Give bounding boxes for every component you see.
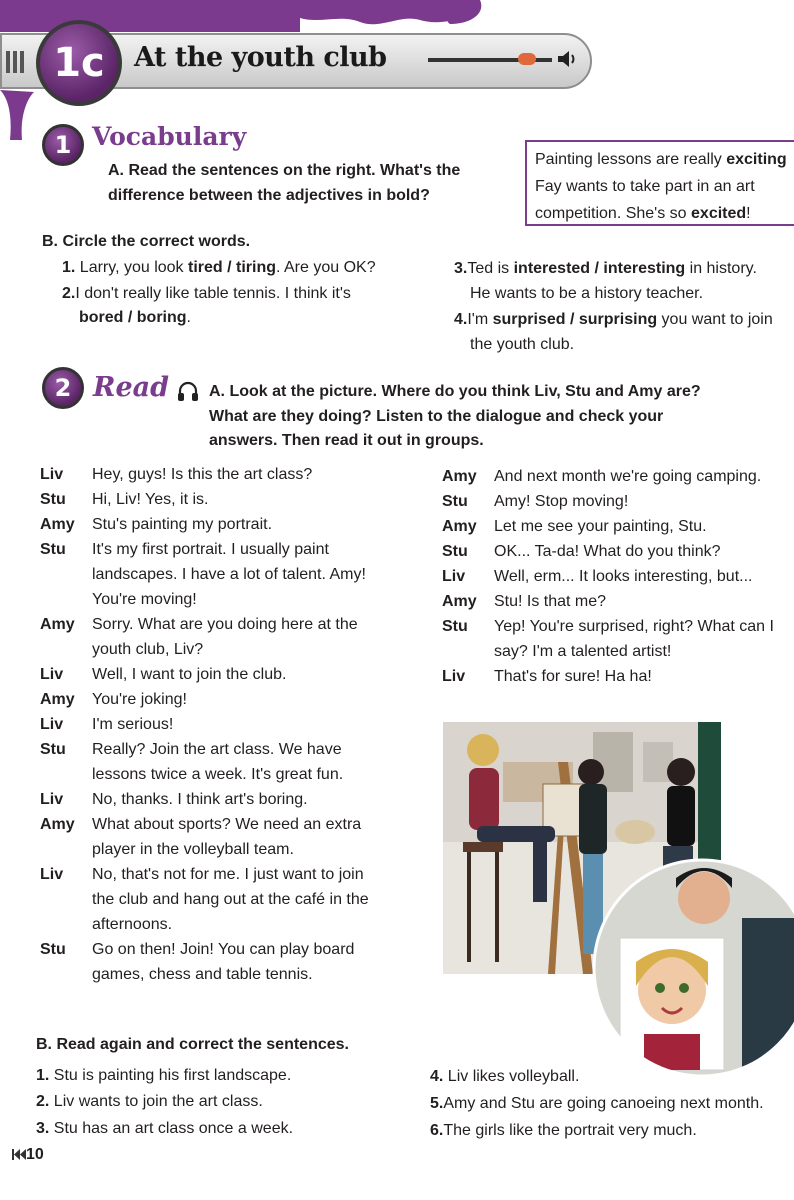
read-instruction-b: B. Read again and correct the sentences. xyxy=(36,1036,349,1053)
speech-line: games, chess and table tennis. xyxy=(92,966,313,983)
speech-text xyxy=(92,462,410,487)
section-badge-read: 2 xyxy=(42,367,84,409)
speech-text xyxy=(494,489,794,514)
speech-line: Well, erm... It looks interesting, but... xyxy=(494,568,753,585)
dialogue-left-column xyxy=(40,462,410,987)
speech-line: I'm serious! xyxy=(92,716,174,733)
speech-text xyxy=(494,514,794,539)
exercise-item-3-cont: He wants to be a history teacher. xyxy=(470,285,704,302)
speaker-name: Stu xyxy=(442,618,468,635)
section-title-read: Read xyxy=(93,372,169,403)
speech-line: Stu's painting my portrait. xyxy=(92,516,273,533)
speech-text xyxy=(92,937,410,987)
speech-text xyxy=(92,537,410,612)
dialogue-turn xyxy=(442,489,794,514)
speech-text xyxy=(92,737,410,787)
rewind-icon xyxy=(12,1149,26,1160)
speaker-name: Stu xyxy=(40,491,66,508)
speech-line: the club and hang out at the café in the xyxy=(92,891,369,908)
choice-tired-tiring[interactable]: tired / tiring xyxy=(188,259,276,276)
exercise-item-2-cont: bored / boring. xyxy=(79,309,191,326)
dialogue-right-column xyxy=(442,464,794,689)
dialogue-turn xyxy=(442,589,794,614)
speech-line: Go on then! Join! You can play board xyxy=(92,941,355,958)
page-title: At the youth club xyxy=(134,42,387,73)
speaker-name: Liv xyxy=(442,668,466,685)
speech-text xyxy=(92,712,410,737)
vocab-instruction-b: B. Circle the correct words. xyxy=(42,233,251,250)
speech-text xyxy=(494,589,794,614)
dialogue-turn xyxy=(442,464,794,489)
speaker-name: Amy xyxy=(442,593,477,610)
vocab-instruction-a-line1: A. Read the sentences on the right. What's the xyxy=(108,162,461,179)
speech-line: And next month we're going camping. xyxy=(494,468,762,485)
speech-text xyxy=(92,862,410,937)
speaker-name: Stu xyxy=(442,543,468,560)
correct-item-6: 6.The girls like the portrait very much. xyxy=(430,1122,697,1139)
speaker-name: Amy xyxy=(40,616,75,633)
speaker-name: Liv xyxy=(442,568,466,585)
speech-text xyxy=(494,614,794,664)
speech-line: Let me see your painting, Stu. xyxy=(494,518,707,535)
exercise-item-4-cont: the youth club. xyxy=(470,336,575,353)
speech-line: It's my first portrait. I usually paint xyxy=(92,541,329,558)
correct-item-3: 3. Stu has an art class once a week. xyxy=(36,1120,294,1137)
speech-line: Sorry. What are you doing here at the xyxy=(92,616,358,633)
speech-line: afternoons. xyxy=(92,916,173,933)
portrait-circle-illustration xyxy=(592,858,794,1078)
speech-line: player in the volleyball team. xyxy=(92,841,294,858)
exercise-item-4: 4.I'm surprised / surprising you want to join xyxy=(454,311,773,328)
speech-line: What about sports? We need an extra xyxy=(92,816,362,833)
box-line: Fay wants to take part in an art xyxy=(535,178,755,195)
speech-text xyxy=(494,564,794,589)
read-instruction-a-line3: answers. Then read it out in groups. xyxy=(209,432,484,449)
exercise-item-1: 1. Larry, you look tired / tiring. Are you OK? xyxy=(62,259,376,276)
correct-item-5: 5.Amy and Stu are going canoeing next month. xyxy=(430,1095,764,1112)
speech-text xyxy=(92,662,410,687)
speech-line: lessons twice a week. It's great fun. xyxy=(92,766,344,783)
speech-line: Hi, Liv! Yes, it is. xyxy=(92,491,209,508)
speech-line: That's for sure! Ha ha! xyxy=(494,668,652,685)
exercise-item-2: 2.I don't really like table tennis. I think it's xyxy=(62,285,351,302)
speech-line: No, thanks. I think art's boring. xyxy=(92,791,308,808)
dialogue-turn xyxy=(40,937,410,987)
dialogue-turn xyxy=(40,687,410,712)
read-instruction-a-line2: What are they doing? Listen to the dialogue and check your xyxy=(209,408,664,425)
speech-line: No, that's not for me. I just want to join xyxy=(92,866,364,883)
box-line: competition. She's so excited! xyxy=(535,205,751,222)
read-instruction-a-line1: A. Look at the picture. Where do you think Liv, Stu and Amy are? xyxy=(209,383,701,400)
speaker-name: Stu xyxy=(40,941,66,958)
speech-line: OK... Ta-da! What do you think? xyxy=(494,543,721,560)
speech-line: You're joking! xyxy=(92,691,187,708)
speaker-name: Amy xyxy=(40,816,75,833)
speech-line: Well, I want to join the club. xyxy=(92,666,287,683)
speech-text xyxy=(92,687,410,712)
dialogue-turn xyxy=(40,462,410,487)
example-sentences-box xyxy=(525,140,794,226)
speaker-name: Stu xyxy=(40,541,66,558)
speech-text xyxy=(92,612,410,662)
speech-line: Amy! Stop moving! xyxy=(494,493,629,510)
speech-text xyxy=(494,664,794,689)
dialogue-turn xyxy=(442,564,794,589)
headphones-icon[interactable] xyxy=(176,380,200,404)
section-title-vocabulary: Vocabulary xyxy=(92,122,247,151)
dialogue-turn xyxy=(40,512,410,537)
speech-line: landscapes. I have a lot of talent. Amy! xyxy=(92,566,366,583)
correct-item-1: 1. Stu is painting his first landscape. xyxy=(36,1067,292,1084)
speaker-name: Stu xyxy=(40,741,66,758)
speech-line: youth club, Liv? xyxy=(92,641,204,658)
choice-interested-interesting[interactable]: interested / interesting xyxy=(513,260,686,277)
speaker-name: Liv xyxy=(40,666,64,683)
speech-line: Hey, guys! Is this the art class? xyxy=(92,466,313,483)
section-badge-vocabulary: 1 xyxy=(42,124,84,166)
speech-line: Yep! You're surprised, right? What can I xyxy=(494,618,774,635)
dialogue-turn xyxy=(40,862,410,937)
correct-item-2: 2. Liv wants to join the art class. xyxy=(36,1093,263,1110)
dialogue-turn xyxy=(442,539,794,564)
speech-line: Stu! Is that me? xyxy=(494,593,607,610)
choice-bored-boring[interactable]: bored / boring xyxy=(79,309,187,326)
audio-progress-knob[interactable] xyxy=(518,53,536,65)
speaker-name: Amy xyxy=(442,468,477,485)
page-number: 10 xyxy=(12,1146,44,1164)
speech-text xyxy=(494,539,794,564)
speech-text xyxy=(92,812,410,862)
speech-text xyxy=(92,512,410,537)
correct-item-4: 4. Liv likes volleyball. xyxy=(430,1068,580,1085)
dialogue-turn xyxy=(40,712,410,737)
dialogue-turn xyxy=(40,737,410,787)
speech-line: say? I'm a talented artist! xyxy=(494,643,672,660)
dialogue-turn xyxy=(40,537,410,612)
speaker-name: Amy xyxy=(40,691,75,708)
speaker-name: Amy xyxy=(442,518,477,535)
dialogue-turn xyxy=(40,812,410,862)
speaker-icon[interactable] xyxy=(556,48,578,70)
speaker-name: Liv xyxy=(40,716,64,733)
exercise-item-3: 3.Ted is interested / interesting in history. xyxy=(454,260,757,277)
speech-line: Really? Join the art class. We have xyxy=(92,741,342,758)
speaker-name: Amy xyxy=(40,516,75,533)
speech-line: You're moving! xyxy=(92,591,197,608)
dialogue-turn xyxy=(40,662,410,687)
dialogue-turn xyxy=(442,514,794,539)
speech-text xyxy=(92,487,410,512)
speaker-name: Liv xyxy=(40,791,64,808)
speech-text xyxy=(494,464,794,489)
dialogue-turn xyxy=(40,487,410,512)
choice-surprised-surprising[interactable]: surprised / surprising xyxy=(492,311,658,328)
speaker-name: Liv xyxy=(40,466,64,483)
speech-text xyxy=(92,787,410,812)
speaker-name: Liv xyxy=(40,866,64,883)
speaker-name: Stu xyxy=(442,493,468,510)
dialogue-turn xyxy=(40,787,410,812)
dialogue-turn xyxy=(40,612,410,662)
box-line: Painting lessons are really exciting xyxy=(535,151,787,168)
vocab-instruction-a-line2: difference between the adjectives in bold? xyxy=(108,187,430,204)
dialogue-turn xyxy=(442,614,794,664)
dialogue-turn xyxy=(442,664,794,689)
unit-badge: 1c xyxy=(36,20,122,106)
header-stripes xyxy=(6,51,32,73)
